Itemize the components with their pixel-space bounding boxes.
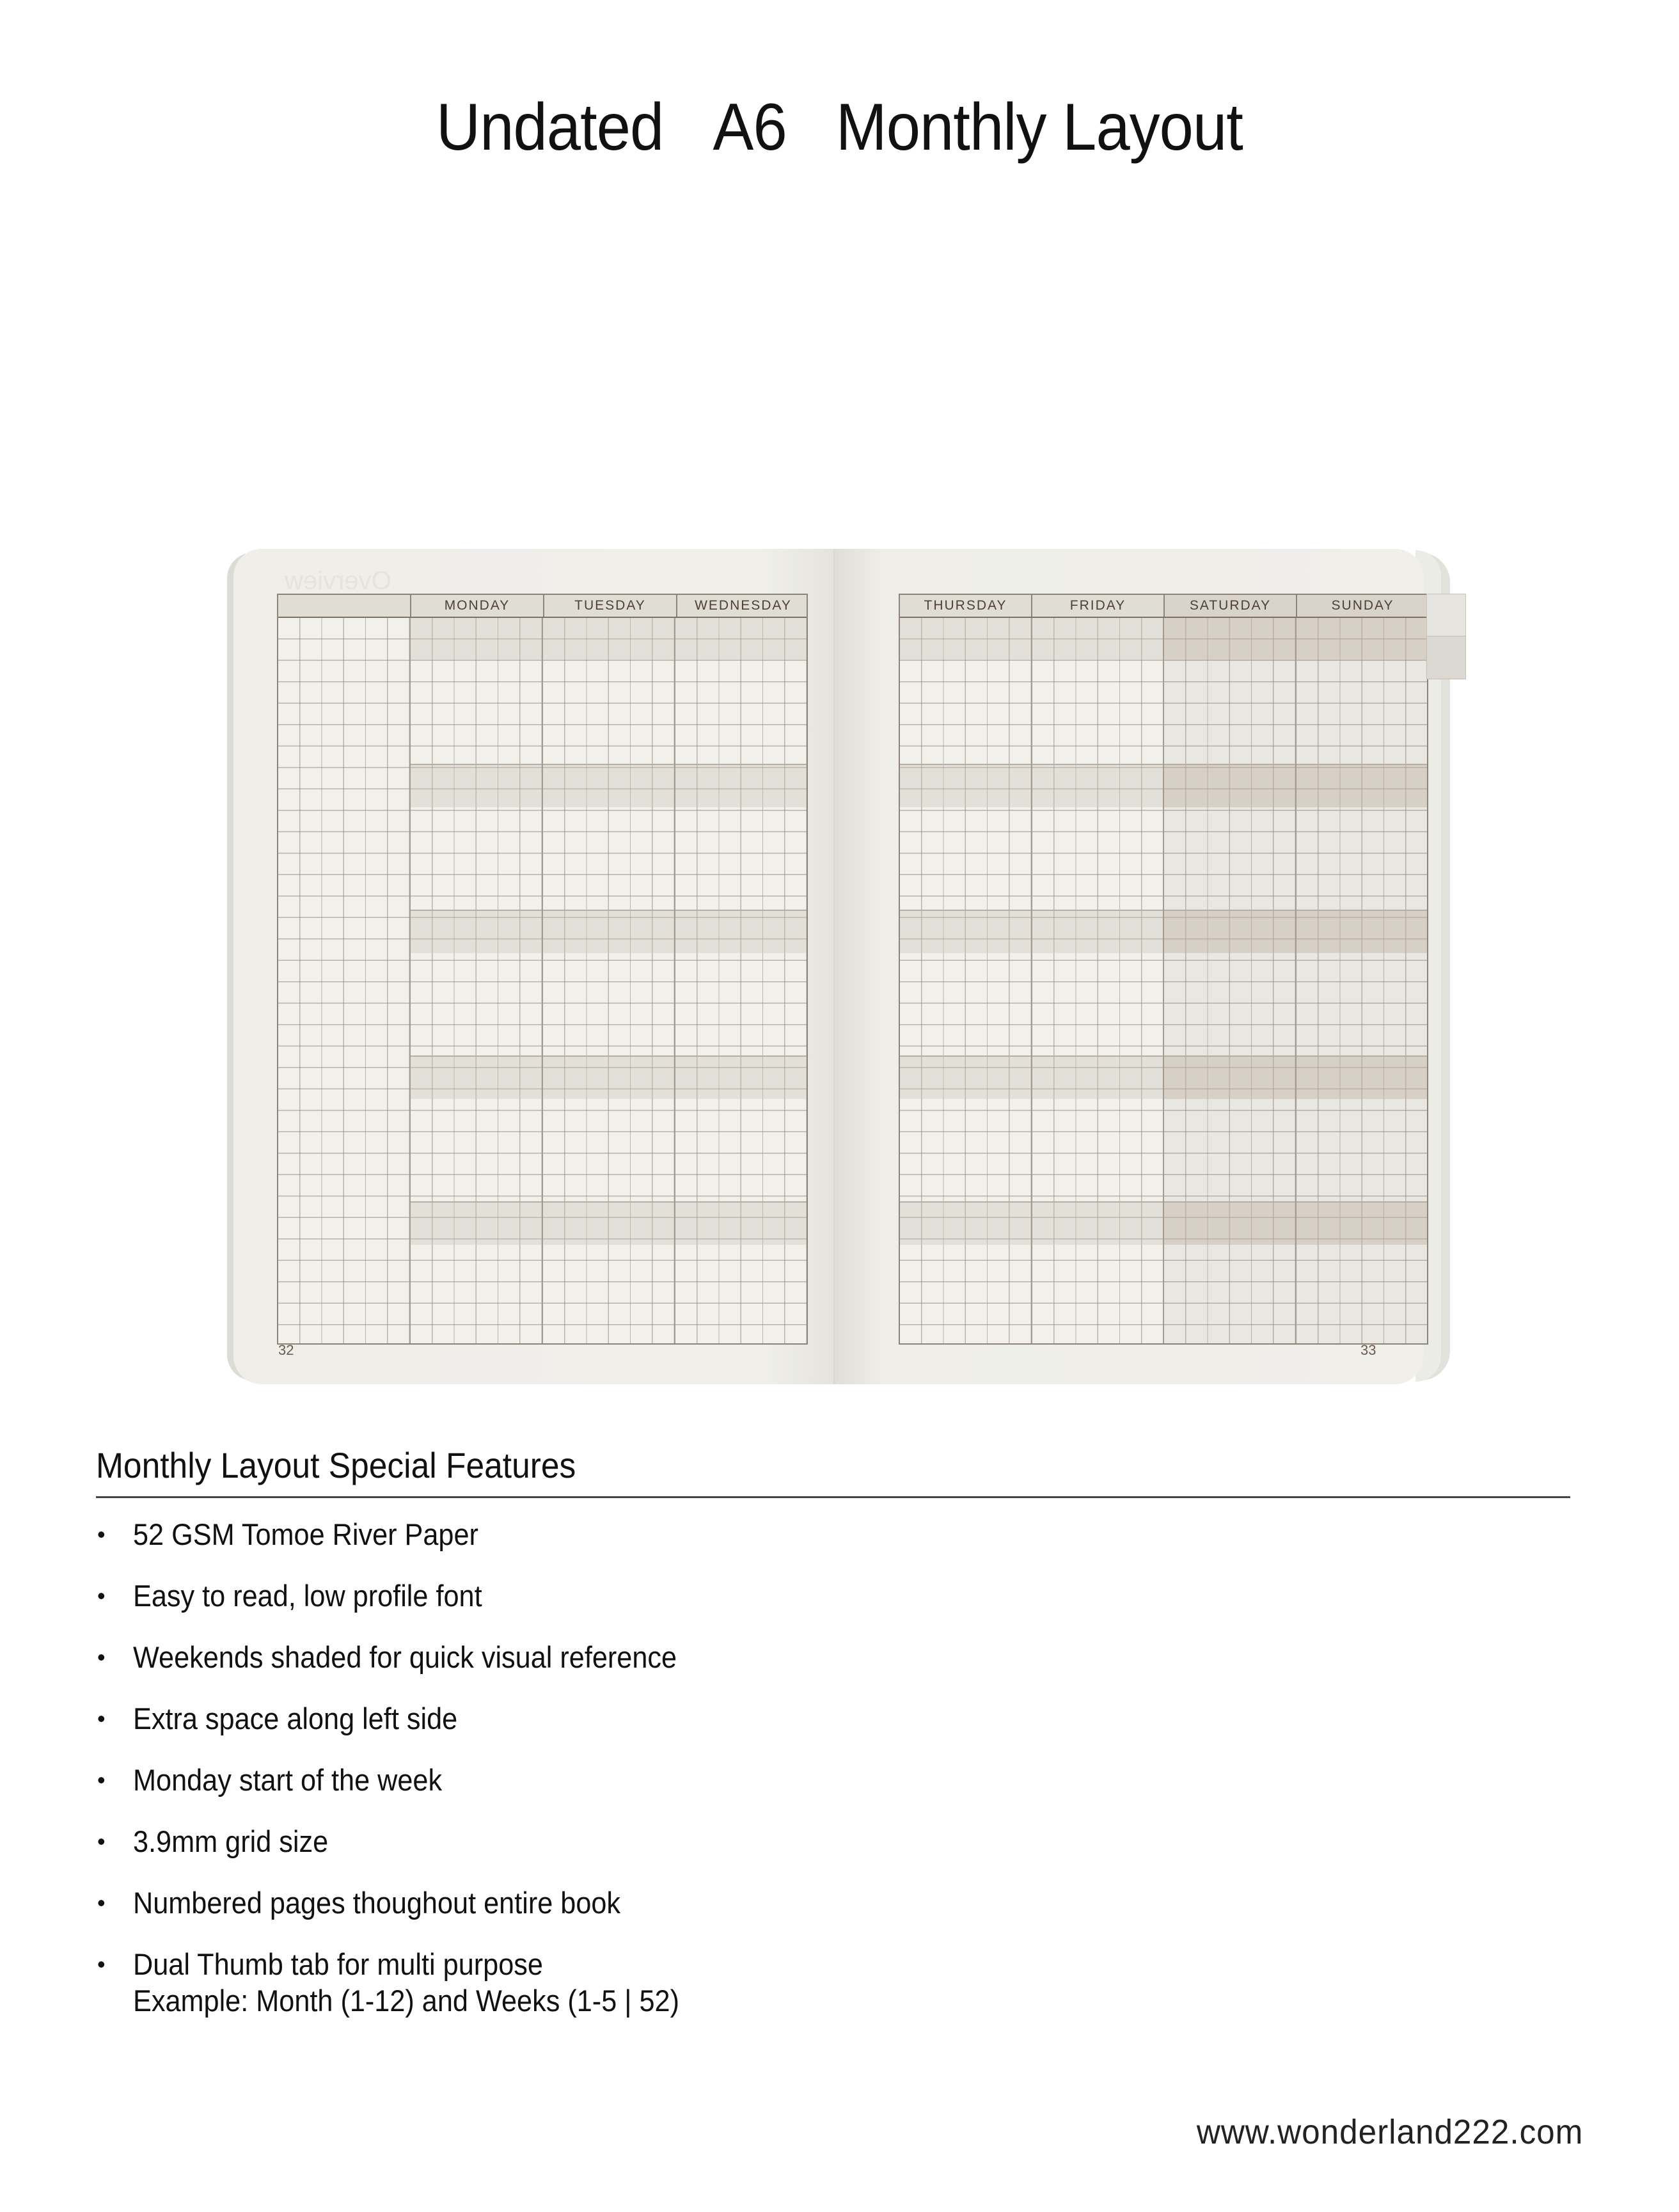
monday-column	[409, 618, 542, 1343]
spine	[833, 549, 835, 1384]
right-calendar-grid	[899, 594, 1428, 1345]
week-band	[1164, 1055, 1295, 1099]
week-band	[543, 764, 674, 807]
feature-item: • Dual Thumb tab for multi purpose Example: Month (1-12) and Weeks (1-5 | 52)	[96, 1946, 727, 2023]
header-friday: FRIDAY	[1031, 595, 1163, 617]
feature-item: • Monday start of the week	[96, 1762, 727, 1823]
header-saturday: SATURDAY	[1163, 595, 1296, 617]
feature-item-example: Example: Month (1-12) and Weeks (1-5 | 52)	[133, 1984, 679, 2018]
week-band	[543, 910, 674, 953]
week-band	[900, 910, 1031, 953]
week-band	[543, 1201, 674, 1245]
sunday-column	[1295, 618, 1428, 1343]
week-band	[1297, 764, 1428, 807]
week-band	[1032, 1201, 1163, 1245]
week-band	[543, 618, 674, 660]
week-band	[675, 1055, 807, 1099]
thumb-tab-month	[1426, 594, 1466, 637]
left-calendar-grid	[277, 594, 808, 1345]
tuesday-column	[542, 618, 674, 1343]
title-word-monthly-layout: Monthly Layout	[835, 90, 1243, 164]
week-band	[543, 1055, 674, 1099]
week-band	[411, 618, 542, 660]
week-band	[1032, 764, 1163, 807]
website-url[interactable]: www.wonderland222.com	[1196, 2113, 1583, 2151]
feature-item: • 3.9mm grid size	[96, 1823, 727, 1884]
week-band	[1297, 618, 1428, 660]
week-band	[675, 764, 807, 807]
week-band	[900, 1055, 1031, 1099]
title-word-undated: Undated	[436, 90, 664, 164]
thursday-column	[900, 618, 1031, 1343]
week-band	[1032, 1055, 1163, 1099]
week-band	[411, 910, 542, 953]
week-band	[900, 618, 1031, 660]
week-band	[1164, 618, 1295, 660]
week-band	[1164, 1201, 1295, 1245]
feature-item: • Numbered pages thoughout entire book	[96, 1884, 727, 1946]
week-band	[1297, 910, 1428, 953]
week-band	[675, 910, 807, 953]
wednesday-column	[674, 618, 807, 1343]
saturday-column	[1163, 618, 1295, 1343]
header-notes-column	[278, 595, 410, 617]
week-band	[900, 764, 1031, 807]
header-sunday: SUNDAY	[1296, 595, 1428, 617]
week-band	[1297, 1055, 1428, 1099]
grid-header	[278, 595, 807, 618]
title-word-a6: A6	[713, 90, 787, 164]
week-band	[675, 1201, 807, 1245]
header-tuesday: TUESDAY	[543, 595, 676, 617]
week-band	[1032, 618, 1163, 660]
friday-column	[1031, 618, 1163, 1343]
week-band	[675, 618, 807, 660]
grid-header	[900, 595, 1427, 618]
feature-item: • Extra space along left side	[96, 1700, 727, 1762]
header-thursday: THURSDAY	[924, 598, 1007, 613]
week-band	[411, 1055, 542, 1099]
week-band	[1164, 910, 1295, 953]
notes-column	[278, 618, 409, 1343]
header-monday: MONDAY	[410, 595, 543, 617]
week-band	[1032, 910, 1163, 953]
feature-item: • Weekends shaded for quick visual reference	[96, 1639, 727, 1700]
week-band	[1297, 1201, 1428, 1245]
features-list	[96, 1516, 727, 2023]
show-through-text: Overview	[285, 567, 391, 595]
feature-item: • Easy to read, low profile font	[96, 1577, 727, 1639]
feature-item: • 52 GSM Tomoe River Paper	[96, 1516, 727, 1577]
page-number-left: 32	[278, 1342, 294, 1358]
thumb-tab-week	[1426, 636, 1466, 679]
features-divider	[96, 1496, 1570, 1498]
week-band	[411, 764, 542, 807]
header-wednesday: WEDNESDAY	[676, 595, 809, 617]
planner-spread-image	[227, 549, 1450, 1384]
week-band	[1164, 764, 1295, 807]
page-title	[67, 90, 1612, 166]
week-band	[900, 1201, 1031, 1245]
page-number-right: 33	[1360, 1342, 1376, 1358]
week-band	[411, 1201, 542, 1245]
features-heading: Monthly Layout Special Features	[96, 1445, 576, 1485]
